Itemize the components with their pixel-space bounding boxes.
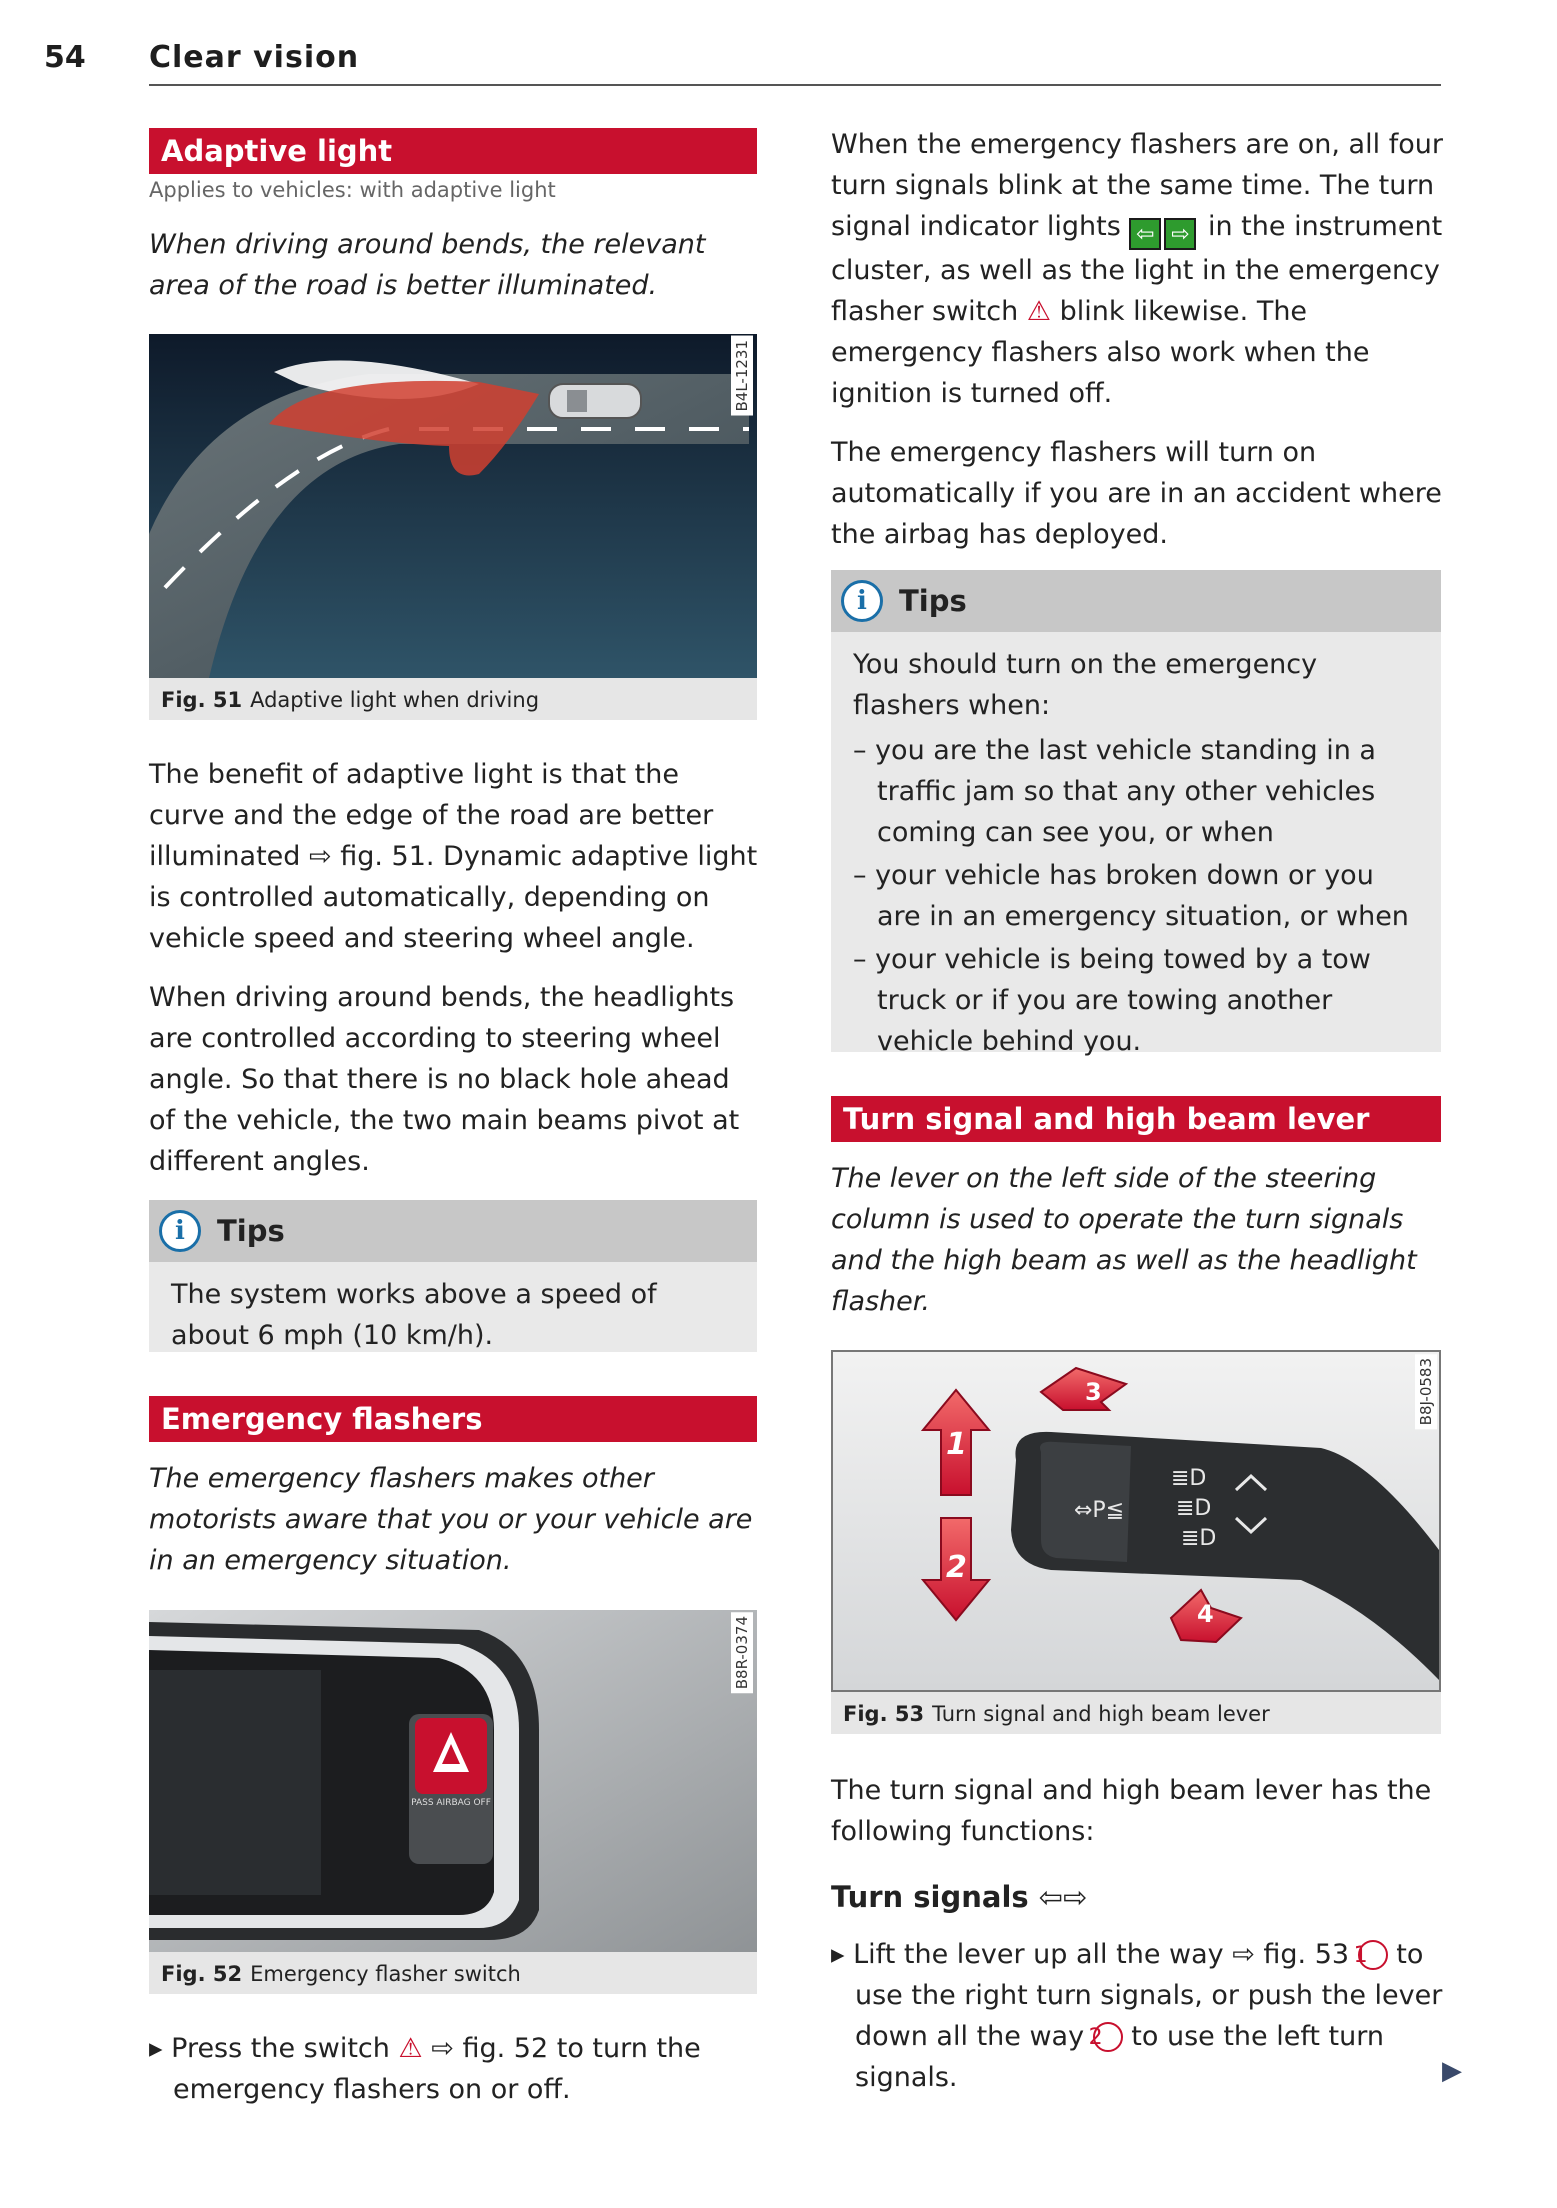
callout-4: 4 [1197,1600,1214,1628]
subhead-text: Turn signals [831,1880,1029,1914]
lever-functions-text: The turn signal and high beam lever has the following functions: [831,1775,1432,1847]
callout-ref-2: 2 [1093,2022,1123,2052]
callout-1: 1 [946,1427,967,1462]
figure-caption [149,1962,521,1986]
page-number: 54 [44,40,86,75]
tips-label: Tips [899,584,967,618]
figure-code: B4L-1231 [731,336,753,416]
figure-label: Fig. 53 [843,1702,925,1726]
adaptive-light-heading: Adaptive light [149,128,757,174]
chapter-title: Clear vision [149,40,360,75]
figure-caption-text: Turn signal and high beam lever [932,1702,1270,1726]
figure-label: Fig. 51 [161,688,243,712]
emergency-switch-illustration [149,1610,757,1952]
list-item: – your vehicle is being towed by a tow truck or if you are towing another vehicle behind you. [853,944,1371,1057]
bullet-text-b: to use the right turn signals, or push the lever down all the way [855,1939,1443,2052]
header-divider [149,84,1441,86]
left-turn-indicator-icon: ⇦ [1129,218,1161,250]
airbag-off-label: PASS AIRBAG OFF [411,1798,491,1808]
turn-signal-heading: Turn signal and high beam lever [831,1096,1441,1142]
press-switch-step [149,2028,773,2110]
emergency-flashers-text [831,124,1445,573]
figure-51 [149,334,757,720]
figure-code: B8R-0374 [731,1612,753,1693]
applies-note: Applies to vehicles: with adaptive light [149,178,556,202]
step-text-a: ▸ Press the switch [149,2033,390,2064]
warning-triangle-icon: ⚠ [398,2033,423,2064]
adaptive-paragraph-2: When driving around bends, the headlights are controlled according to steering wheel angle. So that there is no black hole ahead of the vehicle, the two main beams pivot at different angles. [149,982,740,1177]
flashers-paragraph-2: The emergency flashers will turn on automatically if you are in an accident where the airbag has deployed. [831,437,1442,550]
callout-2: 2 [946,1550,967,1585]
tips-list [853,730,1419,1062]
list-item: – you are the last vehicle standing in a traffic jam so that any other vehicles coming can see you, or when [853,735,1376,848]
tips-header [149,1200,757,1262]
figure-label: Fig. 52 [161,1962,243,1986]
high-beam-icon: ≣D [1171,1466,1207,1491]
turn-signal-lead: The lever on the left side of the steering column is used to operate the turn signals and the high beam as well as the headlight flasher. [831,1163,1417,1317]
warning-triangle-icon: ⚠ [1026,296,1052,327]
figure-caption [831,1702,1270,1726]
high-beam-icon: ≣D [1181,1526,1217,1551]
figure-caption-text: Adaptive light when driving [250,688,540,712]
tips-header [831,570,1441,632]
tips-box-adaptive [149,1200,757,1352]
info-icon: i [841,580,883,622]
figure-53 [831,1350,1441,1734]
right-turn-indicator-icon: ⇨ [1164,218,1196,250]
adaptive-light-illustration [149,334,757,678]
step-text-b: ⇨ fig. 52 to turn the emergency flashers on or off. [173,2033,701,2105]
next-page-arrow-icon[interactable]: ▶ [1442,2056,1462,2086]
bullet-text-a: ▸ Lift the lever up all the way ⇨ fig. 53 [831,1939,1350,1970]
turn-signal-step [831,1934,1467,2098]
turn-arrows-icon: ⇦⇨ [1038,1880,1088,1914]
tips-label: Tips [217,1214,285,1248]
p1-text-c: blink likewise. The emergency flashers also work when the ignition is turned off. [831,296,1370,409]
figure-caption-text: Emergency flasher switch [250,1962,521,1986]
figure-code: B8J-0583 [1415,1354,1437,1429]
lever-marking: ⇔P≦ [1074,1498,1125,1523]
p1-text-a: When the emergency flashers are on, all four turn signals blink at the same time. The turn signal indicator lights [831,129,1443,242]
high-beam-icon: ≣D [1176,1496,1212,1521]
lever-illustration [831,1350,1441,1692]
tips-text: The system works above a speed of about 6 mph (10 km/h). [171,1279,657,1351]
list-item: – your vehicle has broken down or you are in an emergency situation, or when [853,860,1409,932]
bullet-text-c: to use the left turn signals. [855,2021,1384,2093]
emergency-lead: The emergency flashers makes other motorists aware that you or your vehicle are in an emergency situation. [149,1463,753,1576]
info-icon: i [159,1210,201,1252]
adaptive-body [149,754,763,1200]
adaptive-paragraph-1: The benefit of adaptive light is that the curve and the edge of the road are better illuminated ⇨ fig. 51. Dynamic adaptive light is controlled automatically, depending on vehicle speed and steering wheel angle. [149,759,758,954]
emergency-flashers-heading: Emergency flashers [149,1396,757,1442]
tips-intro: You should turn on the emergency flashers when: [853,649,1318,721]
tips-content [831,632,1441,1072]
adaptive-lead: When driving around bends, the relevant area of the road is better illuminated. [149,229,706,301]
tips-box-emergency [831,570,1441,1057]
callout-3: 3 [1085,1378,1102,1406]
callout-ref-1: 1 [1358,1940,1388,1970]
figure-caption [149,688,539,712]
flashers-paragraph-1 [831,124,1445,414]
turn-signals-subheading [831,1880,1087,1914]
figure-52 [149,1610,757,1994]
p1-text-b: in the instrument cluster, as well as the light in the emergency flasher switch [831,211,1443,327]
